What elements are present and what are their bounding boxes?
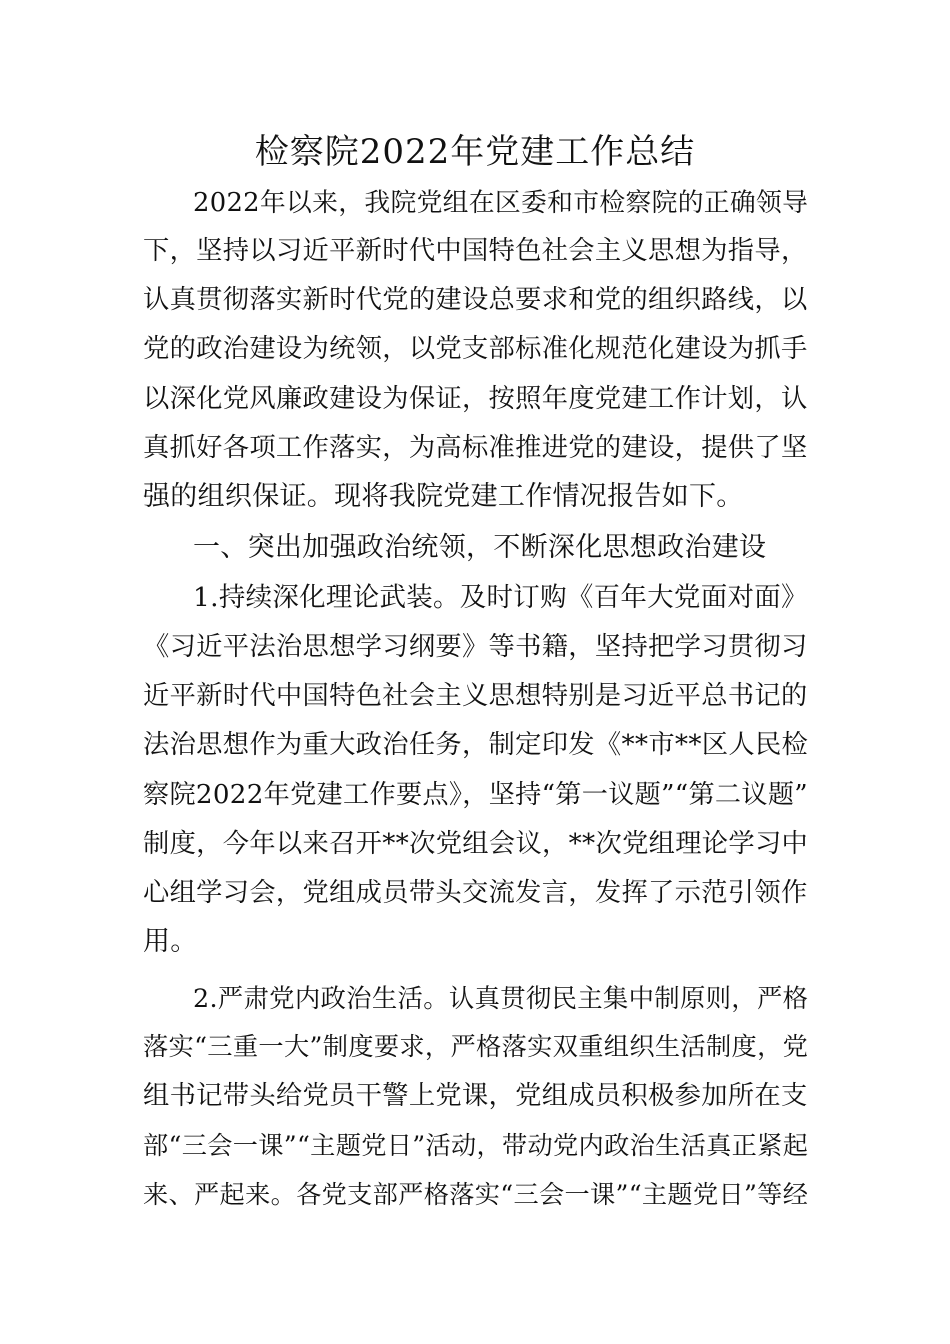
text-line: 落实“三重一大”制度要求，严格落实双重组织生活制度，党 — [143, 1032, 809, 1061]
text-line: 组书记带头给党员干警上党课，党组成员积极参加所在支 — [143, 1081, 808, 1111]
text-line: 认真贯彻落实新时代党的建设总要求和党的组织路线，以 — [143, 285, 808, 315]
text-line: 《习近平法治思想学习纲要》等书籍，坚持把学习贯彻习 — [143, 632, 808, 662]
text-line: 1.持续深化理论武装。及时订购《百年大党面对面》 — [193, 582, 808, 613]
text-line: 近平新时代中国特色社会主义思想特别是习近平总书记的 — [143, 681, 808, 711]
text-line: 察院2022年党建工作要点》，坚持“第一议题”“第二议题” — [143, 780, 808, 810]
text-line: 制度，今年以来召开**次党组会议，**次党组理论学习中 — [143, 829, 809, 859]
section-heading: 一、突出加强政治统领，不断深化思想政治建设 — [193, 532, 767, 563]
text-line: 党的政治建设为统领，以党支部标准化规范化建设为抓手 — [143, 334, 808, 364]
document-title: 检察院2022年党建工作总结 — [254, 132, 696, 172]
text-line: 用。 — [143, 926, 198, 957]
text-line: 以深化党风廉政建设为保证，按照年度党建工作计划，认 — [143, 384, 808, 414]
text-line: 部“三会一课”“主题党日”活动，带动党内政治生活真正紧起 — [143, 1131, 809, 1160]
text-line: 真抓好各项工作落实，为高标准推进党的建设，提供了坚 — [143, 433, 808, 463]
text-line: 下，坚持以习近平新时代中国特色社会主义思想为指导， — [143, 236, 808, 266]
text-line: 2022年以来，我院党组在区委和市检察院的正确领导 — [193, 188, 809, 218]
text-line: 心组学习会，党组成员带头交流发言，发挥了示范引领作 — [143, 878, 808, 908]
text-line: 来、严起来。各党支部严格落实“三会一课”“主题党日”等经 — [143, 1180, 809, 1209]
text-line: 法治思想作为重大政治任务，制定印发《**市**区人民检 — [143, 730, 809, 760]
text-line: 强的组织保证。现将我院党建工作情况报告如下。 — [143, 481, 744, 512]
text-line: 2.严肃党内政治生活。认真贯彻民主集中制原则，严格 — [193, 983, 809, 1013]
